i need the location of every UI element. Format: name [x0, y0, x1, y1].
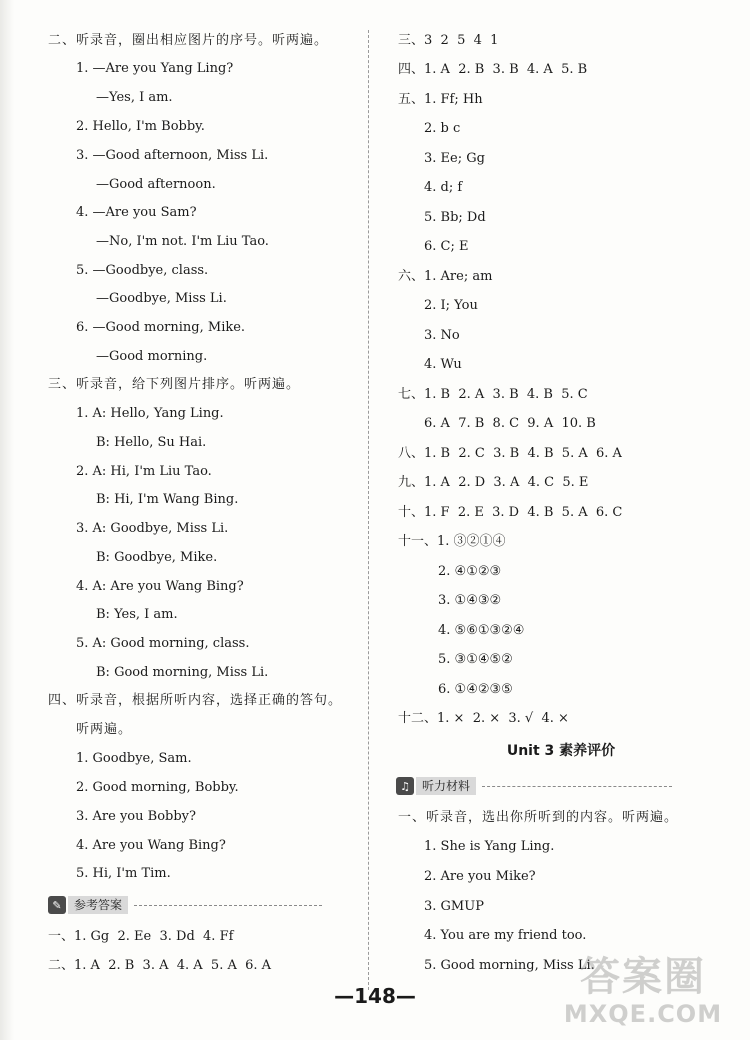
transcript-line: 2. Good morning, Bobby.	[76, 780, 239, 795]
section-heading: 三、听录音，给下列图片排序。听两遍。	[48, 377, 301, 392]
transcript-line: —Good morning.	[96, 349, 208, 364]
answer-line: 十、1. F 2. E 3. D 4. B 5. A 6. C	[398, 505, 623, 520]
transcript-line: 1. A: Hello, Yang Ling.	[76, 406, 224, 421]
transcript-line: 3. GMUP	[424, 899, 484, 914]
transcript-line: 4. Are you Wang Bing?	[76, 838, 226, 853]
page-spine-shadow	[0, 0, 14, 1040]
transcript-line: 2. Hello, I'm Bobby.	[76, 119, 205, 134]
transcript-line: 3. A: Goodbye, Miss Li.	[76, 521, 229, 536]
answer-line: 八、1. B 2. C 3. B 4. B 5. A 6. A	[398, 446, 622, 461]
answer-line: 2. b c	[424, 121, 461, 136]
answer-line: 三、3 2 5 4 1	[398, 33, 499, 48]
answer-line: 六、1. Are; am	[398, 269, 493, 284]
watermark-logo-text: 答案圈	[580, 954, 706, 1000]
transcript-line: 4. You are my friend too.	[424, 928, 587, 943]
column-divider	[368, 30, 369, 990]
transcript-line: 5. A: Good morning, class.	[76, 636, 250, 651]
headphones-icon: ♫	[396, 777, 414, 795]
answer-line: 5. Bb; Dd	[424, 210, 486, 225]
answer-line: 十二、1. × 2. × 3. √ 4. ×	[398, 711, 569, 726]
transcript-line: 2. A: Hi, I'm Liu Tao.	[76, 464, 212, 479]
answer-line: 2. ④①②③	[438, 564, 502, 579]
answer-line: 6. C; E	[424, 239, 469, 254]
transcript-line: 5. Good morning, Miss Li.	[424, 958, 595, 973]
transcript-line: B: Yes, I am.	[96, 607, 178, 622]
badge-dashed-rule	[134, 905, 322, 906]
transcript-line: 4. —Are you Sam?	[76, 205, 197, 220]
answer-line: 一、1. Gg 2. Ee 3. Dd 4. Ff	[48, 929, 234, 944]
answer-line: 6. A 7. B 8. C 9. A 10. B	[424, 416, 596, 431]
answer-line: 3. No	[424, 328, 460, 343]
transcript-line: 1. —Are you Yang Ling?	[76, 61, 234, 76]
answer-line: 四、1. A 2. B 3. B 4. A 5. B	[398, 62, 588, 77]
answer-line: 5. ③①④⑤②	[438, 652, 513, 667]
transcript-line: 2. Are you Mike?	[424, 869, 536, 884]
answers-section-badge	[48, 896, 322, 914]
answer-line: 2. I; You	[424, 298, 478, 313]
transcript-line: —Good afternoon.	[96, 177, 216, 192]
transcript-line: B: Hi, I'm Wang Bing.	[96, 492, 239, 507]
pencil-book-icon: ✎	[48, 896, 66, 914]
answer-line: 4. d; f	[424, 180, 463, 195]
section-heading: 二、听录音，圈出相应图片的序号。听两遍。	[48, 33, 329, 48]
transcript-line: 1. She is Yang Ling.	[424, 839, 555, 854]
transcript-line: B: Good morning, Miss Li.	[96, 665, 269, 680]
answer-line: 3. ①④③②	[438, 593, 502, 608]
answers-badge-label: 参考答案	[68, 896, 128, 914]
answer-line: 3. Ee; Gg	[424, 151, 485, 166]
transcript-line: —Yes, I am.	[96, 90, 173, 105]
badge-dashed-rule	[482, 786, 672, 787]
transcript-line: 1. Goodbye, Sam.	[76, 751, 192, 766]
unit-title: Unit 3 素养评价	[506, 743, 616, 759]
transcript-line: 3. Are you Bobby?	[76, 809, 196, 824]
section-heading-continued: 听两遍。	[76, 722, 133, 737]
answer-line: 九、1. A 2. D 3. A 4. C 5. E	[398, 475, 589, 490]
answer-line: 七、1. B 2. A 3. B 4. B 5. C	[398, 387, 588, 402]
transcript-line: 5. —Goodbye, class.	[76, 263, 209, 278]
answer-line: 6. ①④②③⑤	[438, 682, 513, 697]
transcript-line: 5. Hi, I'm Tim.	[76, 866, 171, 881]
transcript-line: B: Hello, Su Hai.	[96, 435, 207, 450]
section-heading: 一、听录音，选出你所听到的内容。听两遍。	[398, 810, 679, 825]
section-heading: 四、听录音，根据所听内容，选择正确的答句。	[48, 693, 343, 708]
transcript-line: 6. —Good morning, Mike.	[76, 320, 246, 335]
page-number: —148—	[334, 984, 416, 1008]
site-watermark	[548, 954, 738, 1034]
transcript-line: —No, I'm not. I'm Liu Tao.	[96, 234, 269, 249]
answer-line: 五、1. Ff; Hh	[398, 92, 483, 107]
listening-section-badge	[396, 777, 672, 795]
watermark-domain: MXQE.COM	[563, 1000, 723, 1028]
transcript-line: —Goodbye, Miss Li.	[96, 291, 227, 306]
answer-line: 二、1. A 2. B 3. A 4. A 5. A 6. A	[48, 958, 272, 973]
listening-badge-label: 听力材料	[416, 777, 476, 795]
answer-line: 4. Wu	[424, 357, 462, 372]
transcript-line: B: Goodbye, Mike.	[96, 550, 218, 565]
answer-line: 4. ⑤⑥①③②④	[438, 623, 525, 638]
transcript-line: 4. A: Are you Wang Bing?	[76, 579, 244, 594]
transcript-line: 3. —Good afternoon, Miss Li.	[76, 148, 269, 163]
answer-line: 十一、1. ③②①④	[398, 534, 506, 549]
